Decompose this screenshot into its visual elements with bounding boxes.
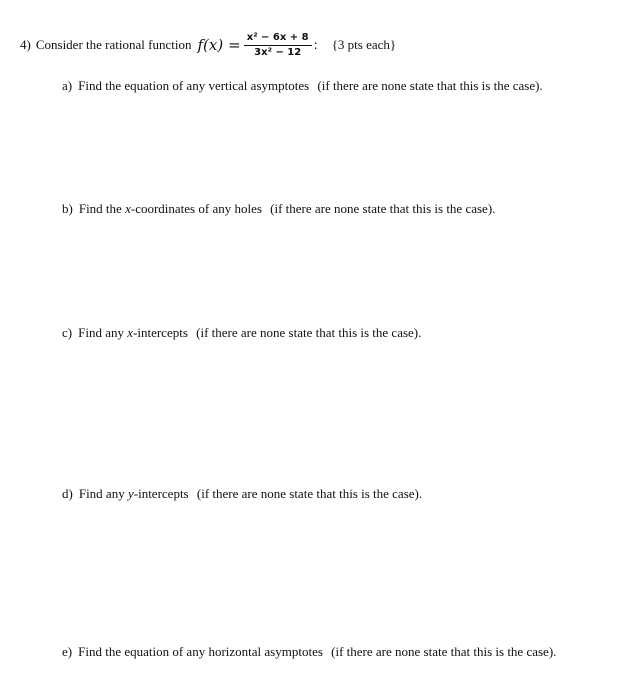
equals-sign: = [228,36,241,54]
part-b-label: b) [62,201,73,216]
part-e-note: (if there are none state that this is the case). [331,644,557,659]
part-d-text-after: -intercepts [133,486,189,501]
part-b-variable: x [125,201,131,216]
rational-fraction [244,32,312,59]
fraction-denominator: 3x² − 12 [254,46,302,58]
part-b-note: (if there are none state that this is the case). [270,201,496,216]
question-header [20,30,396,60]
fraction-numerator: x² − 6x + 8 [244,32,312,46]
part-e-label: e) [62,644,73,659]
part-e-text: Find the equation of any horizontal asymptotes [78,644,323,659]
part-d-text-before: Find any [78,486,125,501]
part-c-variable: x [127,325,134,340]
part-b-text-before: Find the [78,201,122,216]
part-c-note: (if there are none state that this is the case). [196,325,422,340]
points-label: {3 pts each} [331,37,397,52]
part-d-label: d) [62,486,73,501]
part-b [62,201,495,217]
part-b-text-after: -coordinates of any holes [130,201,262,216]
part-a-label: a) [62,78,73,93]
part-a-text: Find the equation of any vertical asymptotes [78,78,310,93]
colon: : [313,38,318,52]
part-a [62,78,543,94]
part-d-note: (if there are none state that this is the case). [196,486,423,501]
part-c [62,325,421,341]
part-c-label: c) [62,325,73,340]
part-d [62,486,422,502]
part-c-text-after: -intercepts [133,325,188,340]
part-c-text-before: Find any [78,325,124,340]
part-e [62,644,556,660]
function-name: f(x) [197,36,224,54]
question-number: 4) [20,37,31,52]
part-d-variable: y [127,486,134,501]
question-text: Consider the rational function [35,37,192,52]
part-a-note: (if there are none state that this is the case). [317,78,543,93]
